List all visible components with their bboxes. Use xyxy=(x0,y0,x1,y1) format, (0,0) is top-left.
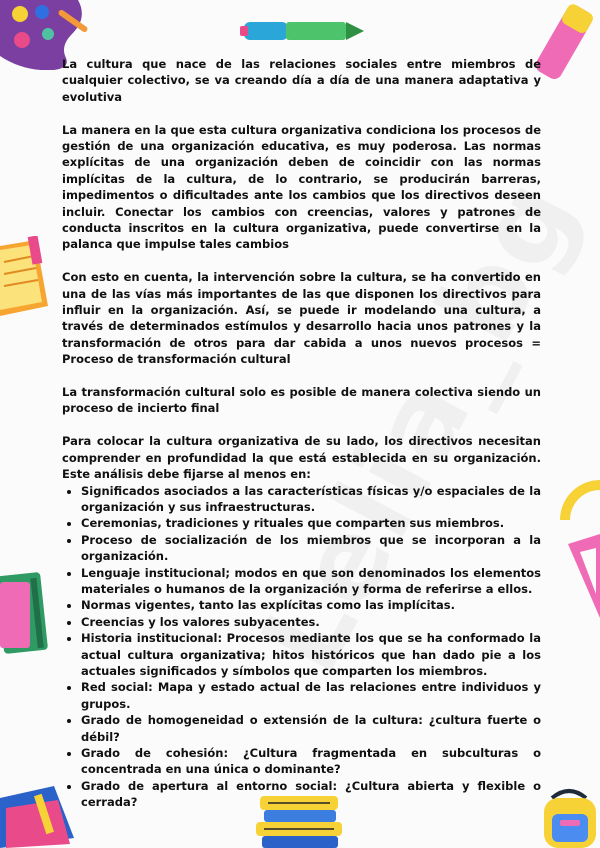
list-item: • Grado de homogeneidad o extensión de la cultura: ¿cultura fuerte o débil? xyxy=(81,712,541,745)
list-item: • Grado de apertura al entorno social: ¿Cultura abierta y flexible o cerrada? xyxy=(81,778,541,811)
books-icon xyxy=(0,566,54,654)
list-item: • Significados asociados a las características físicas y/o espaciales de la organización y sus infraestructuras. xyxy=(81,483,541,516)
list-item: • Normas vigentes, tanto las explícitas como las implícitas. xyxy=(81,597,541,613)
paragraph-intervention: Con esto en cuenta, la intervención sobre la cultura, se ha convertido en una de las vías más importantes de las que disponen los directivos para influir en la organización. Así, se puede ir modelando una cultura, a través de determinados estímulos y desarrollo hacia unos patrones y la transformación de otros para dar cabida a unos nuevos procesos = Proceso de transformación cultural xyxy=(62,270,541,367)
list-item: • Ceremonias, tradiciones y rituales que comparten sus miembros. xyxy=(81,515,541,531)
paragraph-analysis: Para colocar la cultura organizativa de su lado, los directivos necesitan comprender en profundidad la que está establecida en su organización. Este análisis debe fijarse al menos en: xyxy=(62,434,541,482)
analysis-list xyxy=(62,483,541,811)
list-item: • Red social: Mapa y estado actual de las relaciones entre individuos y grupos. xyxy=(81,679,541,712)
paragraph-transformation: La transformación cultural solo es posible de manera colectiva siendo un proceso de incierto final xyxy=(62,385,541,416)
list-item: • Creencias y los valores subyacentes. xyxy=(81,614,541,630)
list-item: • Lenguaje institucional; modos en que son denominados los elementos materiales o humanos de la organización y forma de referirse a ellos. xyxy=(81,565,541,598)
ruler-triangle-icon xyxy=(554,478,600,628)
notebook-icon xyxy=(0,236,52,324)
list-item: • Grado de cohesión: ¿Cultura fragmentada en subculturas o concentrada en una única o dominante? xyxy=(81,745,541,778)
paragraph-organizational-culture: La manera en la que esta cultura organizativa condiciona los procesos de gestión de una organización educativa, es muy poderosa. Las normas explícitas de una organización deben de coincidir con las normas implícitas de la cultura, de lo contrario, se producirán barreras, impedimentos o dificultades ante los cambios que los directivos deseen incluir. Conectar los cambios con creencias, valores y patrones de conducta inscritos en la cultura organizativa, puede convertirse en la palanca que impulse tales cambios xyxy=(62,122,541,252)
list-item: • Historia institucional: Procesos mediante los que se ha conformado la actual cultura organizativa; hitos históricos que han dado pie a los actuales significados y símbolos que comparten los miembros. xyxy=(81,630,541,679)
marker-icon xyxy=(238,14,372,48)
backpack-icon xyxy=(538,784,600,848)
document-body xyxy=(62,56,541,811)
list-item: • Proceso de socialización de los miembros que se incorporan a la organización. xyxy=(81,532,541,565)
paragraph-intro: La cultura que nace de las relaciones sociales entre miembros de cualquier colectivo, se va creando día a día de una manera adaptativa y evolutiva xyxy=(62,57,541,104)
